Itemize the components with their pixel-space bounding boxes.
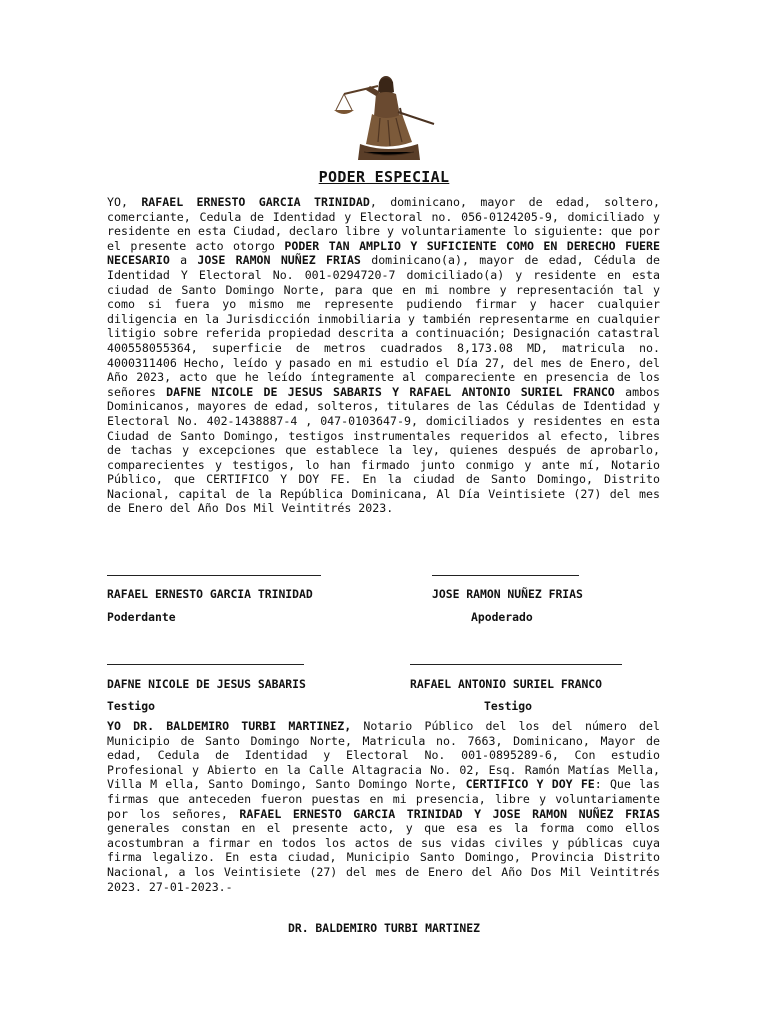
grantor-role: Poderdante (107, 610, 176, 624)
signers-names: RAFAEL ERNESTO GARCIA TRINIDAD Y JOSE RAMON NUÑEZ FRIAS (239, 806, 660, 821)
lady-justice-emblem (330, 72, 440, 162)
power-clause: PODER TAN AMPLIO Y SUFICIENTE COMO EN DERECHO FUERE NECESARIO (107, 238, 660, 268)
notary-text-3: generales constan en el presente acto, y que esa es la forma como ellos acostumbran a firmar en todos los actos de sus vidas civiles y públicas cuya firma legalizo. En esta ciudad, Municipio Santo Domingo, Provincia Distrito Nacional, a los Veintisiete (27) del mes de Enero del Año Dos Mil Veintitrés 2023. 27-01-2023.- (107, 821, 660, 894)
attorney-signature-name: JOSE RAMON NUÑEZ FRIAS (432, 587, 583, 601)
witness-1-signature-name: DAFNE NICOLE DE JESUS SABARIS (107, 677, 306, 691)
witness-2-role: Testigo (484, 699, 533, 713)
grantor-signature-name: RAFAEL ERNESTO GARCIA TRINIDAD (107, 587, 313, 601)
signature-line (107, 575, 321, 576)
notary-text-1: Notario Público del los del número del Municipio de Santo Domingo Norte, Matricula no. 7663, Dominicano, Mayor de edad, Cedula de Identidad y Electoral No. 001-0895289-6, Con estudio Profesional y Abierto en la Calle Altagracia No. 02, Esq. Ramón Matías Mella, Villa M ella, Santo Domingo, Santo Domingo Norte, (107, 719, 660, 792)
notary-paragraph (107, 719, 660, 894)
body-text-5: ambos Dominicanos, mayores de edad, solteros, titulares de las Cédulas de Identidad y Electoral No. 402-1438887-4 , 047-0103647-9, domiciliados y residentes en esta Ciudad de Santo Domingo, testigos instrumentales requeridos al efecto, libres de tachas y excepciones que establece la ley, quienes después de aprobarlo, comparecientes y testigos, lo han firmado junto conmigo y ante mí, Notario Público, que CERTIFICO Y DOY FE. En la ciudad de Santo Domingo, Distrito Nacional, capital de la República Dominicana, Al Día Veintisiete (27) del mes de Enero del Año Dos Mil Veintitrés 2023. (107, 384, 660, 516)
signature-line (432, 575, 579, 576)
body-text-3: a (169, 253, 198, 268)
document-title: PODER ESPECIAL (318, 168, 450, 186)
attorney-role: Apoderado (471, 610, 533, 624)
certify-clause: CERTIFICO Y DOY FE (465, 777, 595, 792)
notary-text-2: : Que las firmas que anteceden fueron puestas en mi presencia, libre y voluntariamente por los señores, (107, 777, 661, 821)
body-text-1: YO, (107, 195, 142, 209)
body-text-4: dominicano(a), mayor de edad, Cédula de Identidad Y Electoral No. 001-0294720-7 domiciliado(a) y residente en esta ciudad de Santo Domingo Norte, para que en mi nombre y representación tal y como si fuera yo mismo me represente pudiendo firmar y hacer cualquier diligencia en la Jurisdicción inmobiliaria y también representarme en cualquier litigio sobre referida propiedad descrita a continuación; Designación catastral 400558055364, superficie de metros cuadrados 8,173.08 MD, matricula no. 4000311406 Hecho, leído y pasado en mi estudio el Día 27, del mes de Enero, del Año 2023, acto que he leído íntegramente al compareciente en presencia de los señores (107, 253, 661, 399)
attorney-name: JOSE RAMON NUÑEZ FRIAS (197, 253, 361, 268)
witness-2-signature-name: RAFAEL ANTONIO SURIEL FRANCO (410, 677, 603, 691)
notary-intro: YO DR. BALDEMIRO TURBI MARTINEZ, (107, 719, 352, 733)
grantor-name: RAFAEL ERNESTO GARCIA TRINIDAD (141, 195, 370, 209)
body-text-2: , dominicano, mayor de edad, soltero, comerciante, Cedula de Identidad y Electoral no. 056-0124205-9, domiciliado y residente en esta Ciudad, declaro libre y voluntariamente lo siguiente: que por el presente acto otorgo (107, 195, 661, 253)
witness-1-role: Testigo (107, 699, 156, 713)
signature-line (107, 664, 304, 665)
notary-signature-name: DR. BALDEMIRO TURBI MARTINEZ (287, 921, 481, 935)
witnesses-names: DAFNE NICOLE DE JESUS SABARIS Y RAFAEL ANTONIO SURIEL FRANCO (166, 384, 615, 399)
body-paragraph (107, 195, 660, 516)
signature-line (410, 664, 622, 665)
